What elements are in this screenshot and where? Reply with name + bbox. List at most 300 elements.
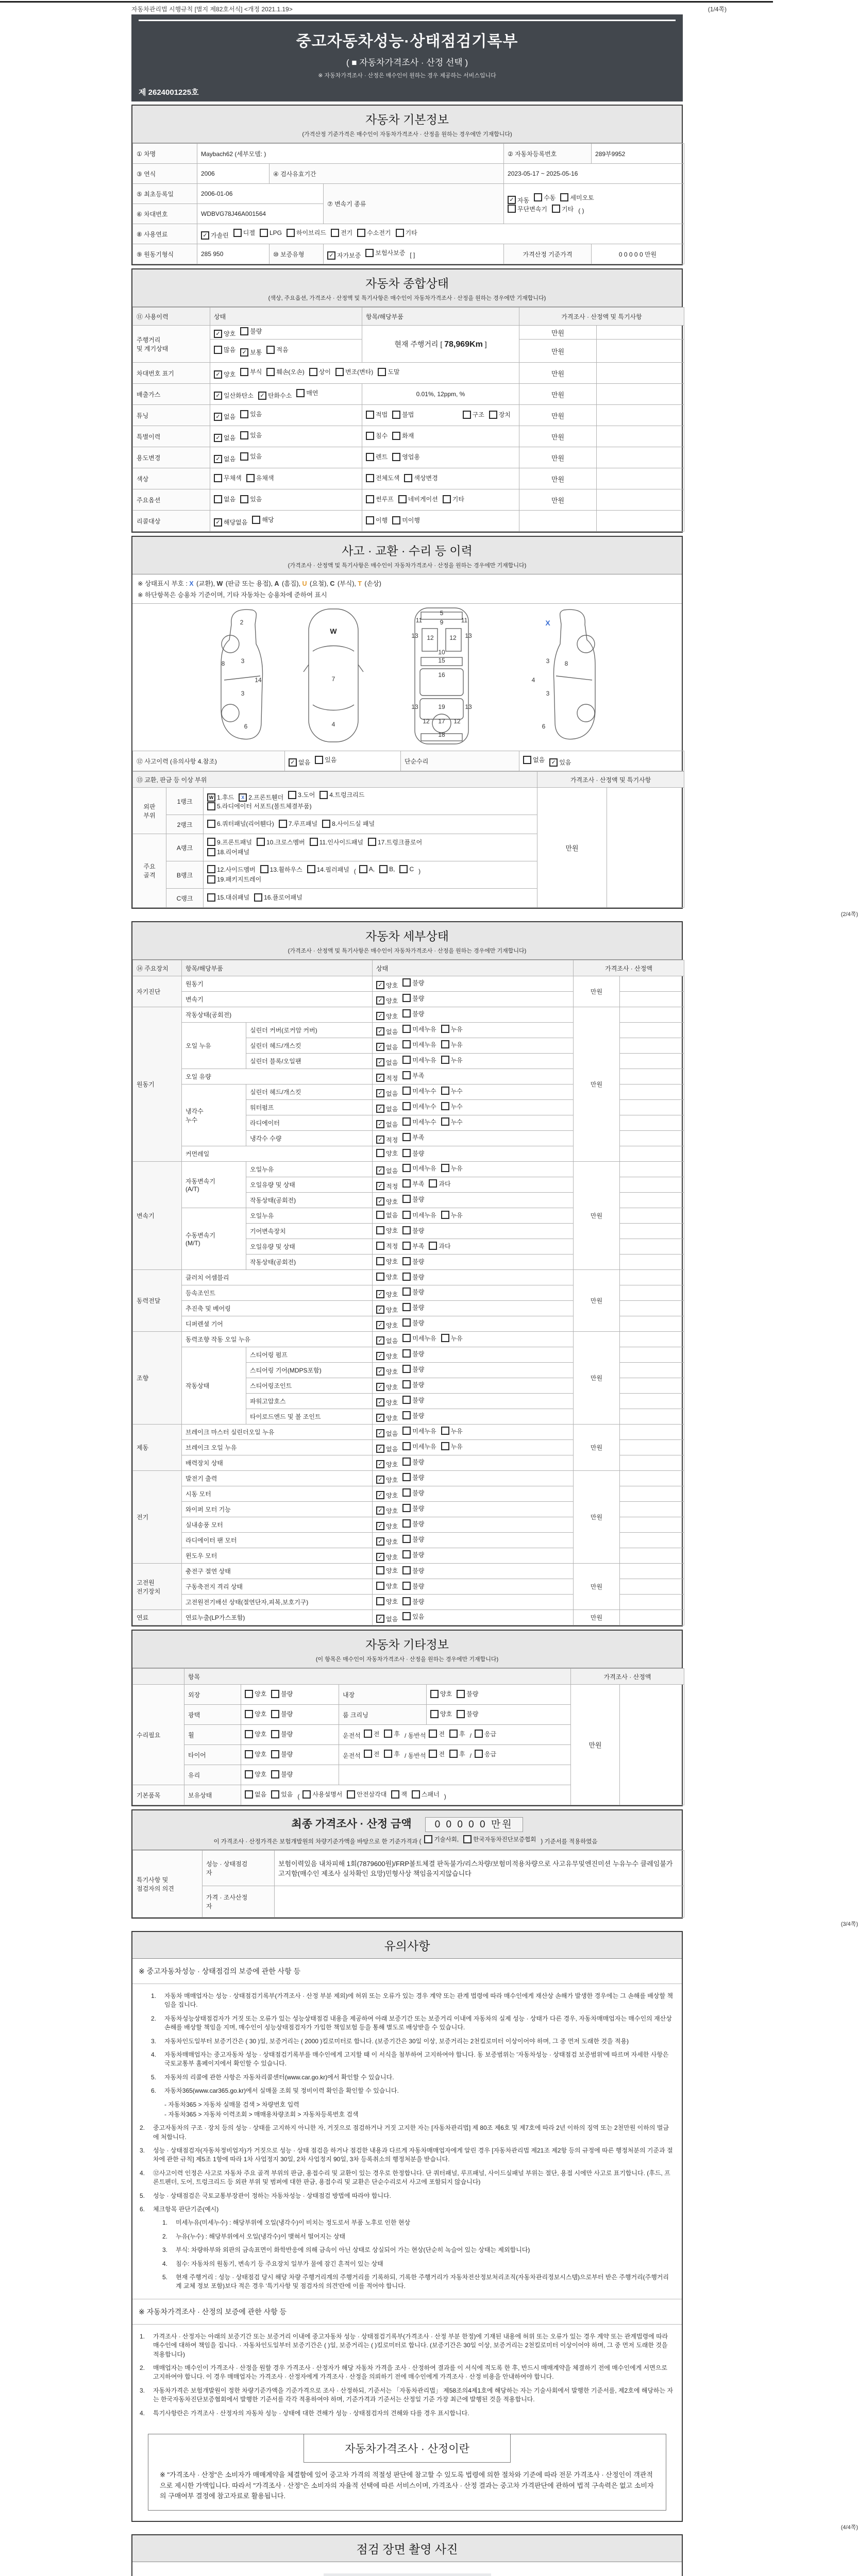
checkbox-icon[interactable] <box>310 838 318 846</box>
checkbox-option[interactable] <box>441 1211 463 1219</box>
checkbox-option[interactable] <box>207 793 234 802</box>
checkbox-option[interactable] <box>245 1770 266 1778</box>
checkbox-option[interactable] <box>441 1334 463 1343</box>
checkbox-icon[interactable] <box>402 994 411 1002</box>
checkbox-option[interactable] <box>207 802 312 810</box>
checkbox-icon[interactable] <box>240 368 248 376</box>
checkbox-option[interactable] <box>402 994 424 1003</box>
checkbox-option[interactable] <box>376 1058 398 1067</box>
checkbox-icon[interactable] <box>402 1287 411 1296</box>
checkbox-icon[interactable] <box>240 327 248 335</box>
checkbox-icon[interactable] <box>271 1750 279 1758</box>
checkbox-option[interactable] <box>402 1612 424 1621</box>
checkbox-icon[interactable] <box>489 411 497 419</box>
checkbox-icon[interactable] <box>441 1040 449 1048</box>
checkbox-icon[interactable] <box>475 1730 483 1738</box>
checkbox-checked-icon[interactable] <box>376 1398 384 1406</box>
checkbox-option[interactable] <box>441 1087 463 1095</box>
checkbox-option[interactable] <box>384 1730 400 1738</box>
checkbox-icon[interactable] <box>402 1582 411 1590</box>
checkbox-icon[interactable] <box>441 1334 449 1342</box>
checkbox-option[interactable] <box>402 1519 424 1528</box>
checkbox-option[interactable] <box>207 893 249 902</box>
checkbox-checked-icon[interactable] <box>376 1027 384 1036</box>
checkbox-option[interactable] <box>402 1582 424 1590</box>
checkbox-option[interactable] <box>376 1506 398 1515</box>
checkbox-option[interactable] <box>441 1056 463 1064</box>
checkbox-icon[interactable] <box>402 1318 411 1327</box>
checkbox-icon[interactable] <box>402 1442 411 1450</box>
checkbox-option[interactable] <box>207 819 274 828</box>
checkbox-icon[interactable] <box>457 1690 465 1698</box>
checkbox-icon[interactable] <box>475 1750 483 1758</box>
checkbox-icon[interactable] <box>315 756 323 764</box>
checkbox-option[interactable] <box>392 410 414 419</box>
checkbox-option[interactable] <box>392 452 420 461</box>
checkbox-option[interactable] <box>271 1709 293 1718</box>
checkbox-icon[interactable] <box>402 1504 411 1512</box>
checkbox-option[interactable] <box>240 348 262 357</box>
checkbox-icon[interactable] <box>347 1790 355 1799</box>
checkbox-option[interactable] <box>429 1179 450 1188</box>
checkbox-icon[interactable] <box>245 1770 253 1778</box>
checkbox-icon[interactable] <box>441 1211 449 1219</box>
checkbox-option[interactable] <box>463 1835 536 1843</box>
checkbox-option[interactable] <box>366 431 388 440</box>
checkbox-icon[interactable] <box>429 1179 437 1188</box>
checkbox-icon[interactable] <box>402 1612 411 1620</box>
checkbox-icon[interactable] <box>402 1149 411 1157</box>
checkbox-option[interactable] <box>240 495 262 503</box>
checkbox-icon[interactable] <box>245 1730 253 1738</box>
checkbox-option[interactable] <box>240 327 262 335</box>
checkbox-option[interactable] <box>392 431 414 440</box>
checkbox-option[interactable] <box>402 978 424 987</box>
checkbox-icon[interactable] <box>257 838 265 846</box>
checkbox-option[interactable] <box>347 1790 386 1799</box>
checkbox-option[interactable] <box>376 1089 398 1098</box>
checkbox-icon[interactable] <box>402 1334 411 1342</box>
checkbox-option[interactable] <box>402 1318 424 1327</box>
checkbox-icon[interactable] <box>331 229 339 237</box>
checkbox-icon[interactable] <box>402 1179 411 1188</box>
checkbox-checked-icon[interactable] <box>376 1120 384 1128</box>
checkbox-icon[interactable] <box>335 368 344 376</box>
checkbox-checked-icon[interactable] <box>258 392 266 400</box>
checkbox-option[interactable] <box>402 1257 424 1266</box>
checkbox-option[interactable] <box>245 1689 266 1698</box>
checkbox-icon[interactable] <box>288 791 296 799</box>
checkbox-icon[interactable] <box>245 1750 253 1758</box>
checkbox-icon[interactable] <box>207 865 215 873</box>
checkbox-icon[interactable] <box>309 368 317 376</box>
checkbox-icon[interactable] <box>366 474 374 482</box>
checkbox-option[interactable] <box>457 1709 478 1718</box>
checkbox-checked-icon[interactable] <box>214 413 222 421</box>
checkbox-icon[interactable] <box>271 1690 279 1698</box>
checkbox-option[interactable] <box>402 1195 424 1204</box>
checkbox-option[interactable] <box>309 367 331 376</box>
checkbox-checked-icon[interactable] <box>376 1089 384 1097</box>
checkbox-option[interactable] <box>214 329 235 338</box>
checkbox-icon[interactable] <box>240 452 248 461</box>
checkbox-option[interactable] <box>412 1790 440 1799</box>
checkbox-option[interactable] <box>402 1380 424 1389</box>
checkbox-icon[interactable] <box>207 848 215 856</box>
checkbox-option[interactable] <box>315 755 337 764</box>
checkbox-option[interactable] <box>376 1460 398 1469</box>
checkbox-option[interactable] <box>376 1242 398 1250</box>
checkbox-icon[interactable] <box>399 865 408 873</box>
checkbox-icon[interactable] <box>402 1195 411 1203</box>
checkbox-option[interactable] <box>404 473 438 482</box>
checkbox-checked-icon[interactable] <box>376 1043 384 1051</box>
checkbox-checked-icon[interactable] <box>549 758 558 767</box>
checkbox-checked-icon[interactable] <box>376 981 384 989</box>
checkbox-icon[interactable] <box>378 368 386 376</box>
checkbox-icon[interactable] <box>402 1025 411 1033</box>
checkbox-checked-icon[interactable] <box>376 1506 384 1515</box>
checkbox-option[interactable] <box>402 1149 424 1158</box>
checkbox-icon[interactable] <box>430 1710 439 1718</box>
checkbox-option[interactable] <box>402 1488 424 1497</box>
checkbox-icon[interactable] <box>296 389 305 397</box>
checkbox-option[interactable] <box>475 1750 496 1758</box>
checkbox-icon[interactable] <box>207 820 215 828</box>
checkbox-checked-icon[interactable] <box>376 1383 384 1391</box>
checkbox-icon[interactable] <box>366 432 374 440</box>
checkbox-checked-icon[interactable] <box>289 758 297 767</box>
checkbox-option[interactable] <box>214 433 235 442</box>
checkbox-option[interactable] <box>402 1365 424 1374</box>
checkbox-icon[interactable] <box>364 1750 372 1758</box>
checkbox-option[interactable] <box>402 1427 436 1435</box>
checkbox-icon[interactable] <box>402 1519 411 1528</box>
checkbox-option[interactable] <box>376 1211 398 1219</box>
checkbox-option[interactable] <box>376 1226 398 1235</box>
checkbox-icon[interactable] <box>402 1257 411 1265</box>
checkbox-icon[interactable] <box>366 453 374 461</box>
checkbox-option[interactable] <box>402 1117 436 1126</box>
checkbox-icon[interactable] <box>214 495 222 503</box>
checkbox-icon[interactable] <box>402 1087 411 1095</box>
checkbox-option[interactable] <box>402 1473 424 1482</box>
checkbox-icon[interactable] <box>402 1273 411 1281</box>
checkbox-icon[interactable] <box>254 893 262 902</box>
checkbox-checked-icon[interactable] <box>376 1352 384 1360</box>
checkbox-option[interactable] <box>376 1149 398 1158</box>
checkbox-icon[interactable] <box>402 1380 411 1388</box>
checkbox-icon[interactable] <box>376 1582 384 1590</box>
checkbox-icon[interactable] <box>392 516 400 524</box>
checkbox-option[interactable] <box>402 1179 424 1188</box>
checkbox-icon[interactable] <box>376 1242 384 1250</box>
checkbox-option[interactable] <box>376 1429 398 1438</box>
checkbox-checked-icon[interactable] <box>376 1553 384 1561</box>
checkbox-icon[interactable] <box>266 346 275 354</box>
checkbox-icon[interactable] <box>441 1025 449 1033</box>
checkbox-icon[interactable] <box>207 838 215 846</box>
checkbox-checked-icon[interactable] <box>376 1615 384 1623</box>
checkbox-checked-icon[interactable] <box>376 1306 384 1314</box>
checkbox-option[interactable] <box>402 1550 424 1559</box>
checkbox-option[interactable] <box>402 1025 436 1033</box>
checkbox-icon[interactable] <box>552 205 560 213</box>
checkbox-checked-icon[interactable] <box>376 1012 384 1020</box>
checkbox-option[interactable] <box>376 1257 398 1266</box>
checkbox-option[interactable] <box>376 1582 398 1590</box>
checkbox-icon[interactable] <box>246 474 255 482</box>
checkbox-checked-icon[interactable] <box>376 1197 384 1206</box>
checkbox-option[interactable] <box>534 193 556 202</box>
checkbox-icon[interactable] <box>214 346 222 354</box>
checkbox-icon[interactable] <box>402 1349 411 1358</box>
checkbox-icon[interactable] <box>402 1365 411 1373</box>
checkbox-option[interactable] <box>307 865 349 874</box>
checkbox-icon[interactable] <box>402 1303 411 1311</box>
checkbox-option[interactable] <box>376 1136 398 1144</box>
checkbox-option[interactable] <box>366 410 388 419</box>
checkbox-icon[interactable] <box>252 516 260 524</box>
checkbox-option[interactable] <box>214 473 242 482</box>
checkbox-icon[interactable] <box>376 1566 384 1574</box>
checkbox-checked-icon[interactable] <box>376 1476 384 1484</box>
checkbox-option[interactable] <box>376 1491 398 1500</box>
checkbox-option[interactable] <box>296 388 318 397</box>
checkbox-option[interactable] <box>359 865 375 873</box>
checkbox-icon[interactable] <box>402 1411 411 1419</box>
checkbox-option[interactable] <box>207 838 252 846</box>
checkbox-option[interactable] <box>289 758 310 767</box>
checkbox-option[interactable] <box>402 1334 436 1343</box>
checkbox-option[interactable] <box>327 251 361 260</box>
checkbox-option[interactable] <box>376 1566 398 1575</box>
checkbox-option[interactable] <box>376 981 398 990</box>
checkbox-checked-icon[interactable] <box>376 1367 384 1376</box>
checkbox-icon[interactable] <box>359 865 367 873</box>
checkbox-option[interactable] <box>368 838 422 846</box>
checkbox-icon[interactable] <box>322 820 330 828</box>
checkbox-option[interactable] <box>402 1211 436 1219</box>
checkbox-option[interactable] <box>430 1709 452 1718</box>
checkbox-option[interactable] <box>366 452 388 461</box>
checkbox-option[interactable] <box>523 755 545 764</box>
checkbox-checked-icon[interactable] <box>376 1522 384 1530</box>
checkbox-icon[interactable] <box>402 1164 411 1172</box>
checkbox-option[interactable] <box>376 1012 398 1021</box>
checkbox-option[interactable] <box>214 412 235 421</box>
checkbox-option[interactable] <box>271 1730 293 1738</box>
checkbox-option[interactable] <box>245 1709 266 1718</box>
checkbox-option[interactable] <box>376 1414 398 1422</box>
checkbox-option[interactable] <box>508 196 529 205</box>
checkbox-icon[interactable] <box>560 193 568 201</box>
checkbox-icon[interactable] <box>392 453 400 461</box>
checkbox-option[interactable] <box>449 1750 465 1758</box>
checkbox-checked-icon[interactable] <box>214 518 222 527</box>
checkbox-option[interactable] <box>457 1689 478 1698</box>
checkbox-icon[interactable] <box>233 229 242 237</box>
checkbox-option[interactable] <box>402 1164 436 1173</box>
checkbox-icon[interactable] <box>245 1790 253 1799</box>
checkbox-icon[interactable] <box>402 1242 411 1250</box>
checkbox-icon[interactable] <box>379 865 388 873</box>
checkbox-icon[interactable] <box>376 1597 384 1605</box>
checkbox-icon[interactable] <box>404 474 412 482</box>
checkbox-option[interactable] <box>402 1597 424 1606</box>
checkbox-option[interactable] <box>376 1445 398 1453</box>
checkbox-option[interactable] <box>376 1615 398 1623</box>
checkbox-option[interactable] <box>376 1197 398 1206</box>
checkbox-option[interactable] <box>398 495 438 503</box>
checkbox-icon[interactable] <box>384 1730 392 1738</box>
checkbox-checked-icon[interactable] <box>201 231 209 240</box>
checkbox-icon[interactable] <box>402 1427 411 1435</box>
checkbox-option[interactable] <box>201 231 229 240</box>
checkbox-icon[interactable] <box>245 1690 253 1698</box>
checkbox-icon[interactable] <box>402 1566 411 1574</box>
checkbox-checked-icon[interactable] <box>376 1460 384 1468</box>
checkbox-option[interactable] <box>402 1566 424 1575</box>
checkbox-icon[interactable] <box>424 1835 432 1843</box>
checkbox-option[interactable] <box>366 516 388 524</box>
checkbox-icon[interactable] <box>402 1133 411 1141</box>
checkbox-option[interactable] <box>402 1242 424 1250</box>
checkbox-checked-icon[interactable] <box>214 392 222 400</box>
checkbox-option[interactable] <box>399 865 414 873</box>
checkbox-option[interactable] <box>279 819 317 828</box>
checkbox-icon[interactable] <box>376 1257 384 1265</box>
checkbox-option[interactable] <box>376 1290 398 1299</box>
checkbox-icon[interactable] <box>402 1396 411 1404</box>
checkbox-option[interactable] <box>449 1730 465 1738</box>
checkbox-option[interactable] <box>271 1750 293 1758</box>
checkbox-option[interactable] <box>214 454 235 463</box>
checkbox-icon[interactable] <box>271 1770 279 1778</box>
checkbox-icon[interactable] <box>429 1750 437 1758</box>
checkbox-option[interactable] <box>207 865 256 874</box>
checkbox-option[interactable] <box>365 248 405 257</box>
checkbox-icon[interactable] <box>391 1790 399 1799</box>
checkbox-checked-icon[interactable] <box>376 1491 384 1499</box>
checkbox-option[interactable] <box>549 758 571 767</box>
checkbox-option[interactable] <box>402 1087 436 1095</box>
checkbox-option[interactable] <box>322 819 375 828</box>
checkbox-option[interactable] <box>271 1689 293 1698</box>
checkbox-option[interactable] <box>376 1476 398 1484</box>
checkbox-icon[interactable] <box>508 205 516 213</box>
checkbox-option[interactable] <box>266 345 288 354</box>
checkbox-option[interactable] <box>207 848 249 856</box>
checkbox-checked-icon[interactable] <box>376 1105 384 1113</box>
checkbox-option[interactable] <box>475 1730 496 1738</box>
checkbox-option[interactable] <box>402 1411 424 1420</box>
checkbox-option[interactable] <box>364 1730 380 1738</box>
checkbox-icon[interactable] <box>429 1242 437 1250</box>
checkbox-icon[interactable] <box>402 1535 411 1543</box>
checkbox-option[interactable] <box>376 1352 398 1361</box>
checkbox-icon[interactable] <box>307 865 315 873</box>
checkbox-icon[interactable] <box>402 1488 411 1497</box>
checkbox-icon[interactable] <box>402 1597 411 1605</box>
checkbox-checked-icon[interactable] <box>376 1429 384 1437</box>
checkbox-icon[interactable] <box>402 1550 411 1558</box>
checkbox-option[interactable] <box>429 1242 450 1250</box>
checkbox-icon[interactable] <box>271 1730 279 1738</box>
checkbox-option[interactable] <box>441 1442 463 1451</box>
checkbox-option[interactable] <box>240 410 262 418</box>
checkbox-option[interactable] <box>402 1442 436 1451</box>
checkbox-icon[interactable] <box>402 1056 411 1064</box>
checkbox-option[interactable] <box>245 1730 266 1738</box>
checkbox-option[interactable] <box>441 1117 463 1126</box>
checkbox-checked-icon[interactable] <box>508 196 516 204</box>
checkbox-option[interactable] <box>254 893 302 902</box>
checkbox-icon[interactable] <box>366 516 374 524</box>
checkbox-option[interactable] <box>245 1790 266 1799</box>
checkbox-option[interactable] <box>402 1504 424 1513</box>
checkbox-option[interactable] <box>402 1458 424 1466</box>
checkbox-icon[interactable] <box>245 1710 253 1718</box>
checkbox-option[interactable] <box>214 518 247 527</box>
checkbox-icon[interactable] <box>441 1056 449 1064</box>
checkbox-checked-icon[interactable] <box>214 330 222 338</box>
checkbox-option[interactable] <box>246 473 274 482</box>
checkbox-icon[interactable] <box>449 1730 458 1738</box>
checkbox-icon[interactable] <box>402 1071 411 1079</box>
checkbox-icon[interactable] <box>441 1117 449 1126</box>
checkbox-option[interactable] <box>376 1166 398 1175</box>
checkbox-option[interactable] <box>376 1321 398 1330</box>
checkbox-icon[interactable] <box>214 474 222 482</box>
checkbox-checked-icon[interactable] <box>376 1074 384 1082</box>
checkbox-option[interactable] <box>441 1427 463 1435</box>
checkbox-option[interactable] <box>376 1537 398 1546</box>
checkbox-option[interactable] <box>376 1336 398 1345</box>
checkbox-option[interactable] <box>357 228 391 237</box>
checkbox-icon[interactable] <box>207 802 215 810</box>
checkbox-option[interactable] <box>396 228 417 237</box>
checkbox-checked-icon[interactable] <box>376 1058 384 1066</box>
checkbox-icon[interactable] <box>392 432 400 440</box>
checkbox-option[interactable] <box>376 1027 398 1036</box>
checkbox-option[interactable] <box>441 1164 463 1173</box>
checkbox-option[interactable] <box>331 228 352 237</box>
checkbox-option[interactable] <box>402 1396 424 1404</box>
checkbox-icon[interactable] <box>376 1226 384 1234</box>
checkbox-option[interactable] <box>366 495 394 503</box>
checkbox-checked-icon[interactable] <box>376 1182 384 1190</box>
checkbox-icon[interactable] <box>463 411 471 419</box>
checkbox-icon[interactable] <box>441 1164 449 1172</box>
checkbox-option[interactable] <box>402 1071 424 1080</box>
checkbox-option[interactable] <box>441 1040 463 1049</box>
checkbox-option[interactable] <box>240 452 262 461</box>
checkbox-option[interactable] <box>376 996 398 1005</box>
checkbox-icon[interactable] <box>260 229 268 237</box>
checkbox-icon[interactable] <box>376 1211 384 1219</box>
checkbox-icon[interactable] <box>412 1790 420 1799</box>
checkbox-icon[interactable] <box>534 193 542 201</box>
checkbox-option[interactable] <box>376 1553 398 1562</box>
checkbox-option[interactable] <box>441 1102 463 1111</box>
checkbox-icon[interactable] <box>463 1835 472 1843</box>
checkbox-option[interactable] <box>335 367 373 376</box>
checkbox-option[interactable] <box>287 228 326 237</box>
checkbox-icon[interactable] <box>392 411 400 419</box>
checkbox-icon[interactable] <box>207 893 215 902</box>
checkbox-option[interactable] <box>392 516 420 524</box>
